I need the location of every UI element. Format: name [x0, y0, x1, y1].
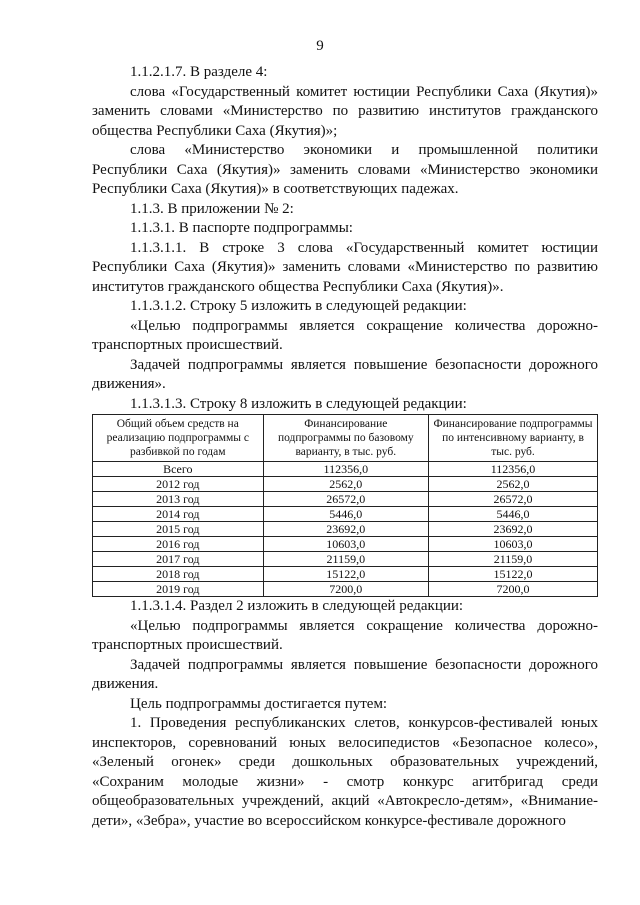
table-cell: 112356,0	[429, 462, 598, 477]
paragraph: 1. Проведения республиканских слетов, конкурсов-фестивалей юных инспекторов, соревнований юных велосипедистов «Безопасное колесо», «Зеленый огонек» среди дошкольных образовательных учреждений, «Сохраним молодые жизни» - смотр конкурс агитбригад среди общеобразовательных учреждений, акций «Автокресло-детям», «Внимание-дети», «Зебра», участие во всероссийском конкурсе-фестивале дорожного	[92, 715, 598, 829]
table-row	[93, 582, 598, 597]
table-cell: 23692,0	[429, 522, 598, 537]
page-number: 9	[316, 38, 324, 54]
funding-table	[92, 414, 598, 597]
paragraph: 1.1.3.1.3. Строку 8 изложить в следующей редакции:	[130, 395, 467, 412]
table-cell: 2019 год	[93, 582, 264, 597]
paragraph: Задачей подпрограммы является повышение безопасности дорожного движения.	[92, 656, 598, 692]
table-cell: 7200,0	[429, 582, 598, 597]
table-cell: 23692,0	[263, 522, 428, 537]
paragraph: «Целью подпрограммы является сокращение количества дорожно-транспортных происшествий.	[92, 617, 598, 653]
table-cell: 112356,0	[263, 462, 428, 477]
table-header-row	[93, 415, 598, 462]
table-cell: 2013 год	[93, 492, 264, 507]
table-row	[93, 477, 598, 492]
table-cell: 2012 год	[93, 477, 264, 492]
table-cell: 10603,0	[429, 537, 598, 552]
paragraph: «Целью подпрограммы является сокращение количества дорожно-транспортных происшествий.	[92, 317, 598, 353]
table-cell: 26572,0	[263, 492, 428, 507]
paragraph: 1.1.3.1.2. Строку 5 изложить в следующей редакции:	[130, 298, 467, 314]
table-row	[93, 537, 598, 552]
table-header-cell: Финансирование подпрограммы по интенсивному варианту, в тыс. руб.	[429, 415, 598, 462]
table-cell: 2014 год	[93, 507, 264, 522]
table-cell: 2018 год	[93, 567, 264, 582]
table-cell: 2562,0	[429, 477, 598, 492]
table-cell: 5446,0	[429, 507, 598, 522]
table-cell: 21159,0	[263, 552, 428, 567]
document-body	[92, 63, 598, 831]
paragraph: 1.1.3.1.1. В строке 3 слова «Государственный комитет юстиции Республики Саха (Якутия)» заменить словами «Министерство по развитию институтов гражданского общества Республики Саха (Якутия)».	[92, 239, 598, 295]
table-row	[93, 507, 598, 522]
table-cell: 10603,0	[263, 537, 428, 552]
table-cell: 7200,0	[263, 582, 428, 597]
paragraph: 1.1.3.1.4. Раздел 2 изложить в следующей редакции:	[130, 598, 464, 614]
table-row	[93, 522, 598, 537]
table-row	[93, 567, 598, 582]
table-cell: 5446,0	[263, 507, 428, 522]
table-row	[93, 552, 598, 567]
table-cell: 15122,0	[263, 567, 428, 582]
table-row	[93, 462, 598, 477]
table-header-cell: Финансирование подпрограммы по базовому варианту, в тыс. руб.	[263, 415, 428, 462]
paragraph: Задачей подпрограммы является повышение безопасности дорожного движения».	[92, 356, 598, 392]
table-cell: 21159,0	[429, 552, 598, 567]
table-cell: 2017 год	[93, 552, 264, 567]
paragraph: 1.1.3.1. В паспорте подпрограммы:	[130, 220, 353, 236]
table-cell: 2016 год	[93, 537, 264, 552]
table-row	[93, 492, 598, 507]
paragraph: 1.1.2.1.7. В разделе 4:	[130, 64, 268, 80]
paragraph: слова «Государственный комитет юстиции Республики Саха (Якутия)» заменить словами «Министерство по развитию институтов гражданского общества Республики Саха (Якутия)»;	[92, 83, 598, 139]
paragraph: 1.1.3. В приложении № 2:	[130, 200, 294, 217]
table-header-cell: Общий объем средств на реализацию подпрограммы с разбивкой по годам	[93, 415, 264, 462]
table-cell: Всего	[93, 462, 264, 477]
table-cell: 2562,0	[263, 477, 428, 492]
paragraph: Цель подпрограммы достигается путем:	[130, 695, 388, 712]
table-cell: 2015 год	[93, 522, 264, 537]
paragraph: слова «Министерство экономики и промышленной политики Республики Саха (Якутия)» заменить словами «Министерство экономики Республики Саха (Якутия)» в соответствующих падежах.	[92, 142, 598, 197]
table-cell: 26572,0	[429, 492, 598, 507]
table-cell: 15122,0	[429, 567, 598, 582]
